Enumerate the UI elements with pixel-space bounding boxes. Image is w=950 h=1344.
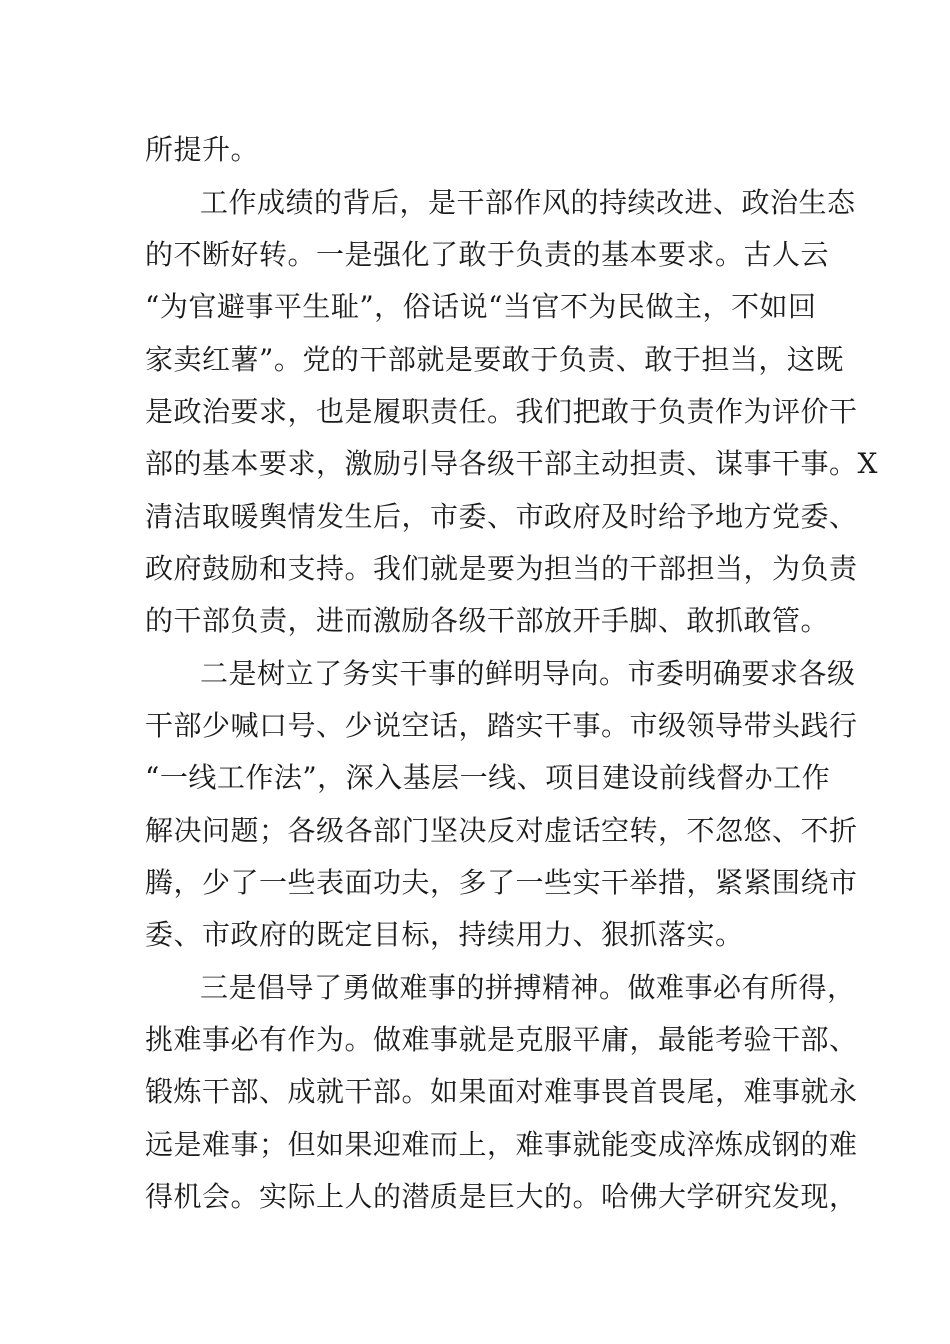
text-line: 部的基本要求，激励引导各级干部主动担责、谋事干事。X <box>145 447 878 480</box>
text-line: 是政治要求，也是履职责任。我们把敢于负责作为评价干 <box>145 395 858 428</box>
text-line: 所提升。 <box>145 133 260 166</box>
text-line: 得机会。实际上人的潜质是巨大的。哈佛大学研究发现， <box>145 1180 858 1213</box>
text-line: 委、市政府的既定目标，持续用力、狠抓落实。 <box>145 918 744 951</box>
text-line: 腾，少了一些表面功夫，多了一些实干举措，紧紧围绕市 <box>145 866 858 899</box>
text-line: 的干部负责，进而激励各级干部放开手脚、敢抓敢管。 <box>145 604 830 637</box>
paragraph-first-line: 二是树立了务实干事的鲜明导向。市委明确要求各级 <box>200 657 856 690</box>
text-line: 干部少喊口号、少说空话，踏实干事。市级领导带头践行 <box>145 709 858 742</box>
text-line: 锻炼干部、成就干部。如果面对难事畏首畏尾，难事就永 <box>145 1075 858 1108</box>
text-line: 家卖红薯”。党的干部就是要敢于负责、敢于担当，这既 <box>145 343 844 376</box>
text-line: 挑难事必有作为。做难事就是克服平庸，最能考验干部、 <box>145 1023 858 1056</box>
paragraph-first-line: 三是倡导了勇做难事的拼搏精神。做难事必有所得， <box>200 971 856 1004</box>
text-line: 的不断好转。一是强化了敢于负责的基本要求。古人云 <box>145 238 830 271</box>
text-line: “一线工作法”，深入基层一线、项目建设前线督办工作 <box>145 761 831 794</box>
paragraph-first-line: 工作成绩的背后，是干部作风的持续改进、政治生态 <box>200 186 856 219</box>
text-line: 解决问题；各级各部门坚决反对虚话空转，不忽悠、不折 <box>145 814 858 847</box>
text-line: “为官避事平生耻”，俗话说“当官不为民做主，不如回 <box>145 290 817 323</box>
text-line: 清洁取暖舆情发生后，市委、市政府及时给予地方党委、 <box>145 500 858 533</box>
text-line: 远是难事；但如果迎难而上，难事就能变成淬炼成钢的难 <box>145 1128 858 1161</box>
text-line: 政府鼓励和支持。我们就是要为担当的干部担当，为负责 <box>145 552 858 585</box>
